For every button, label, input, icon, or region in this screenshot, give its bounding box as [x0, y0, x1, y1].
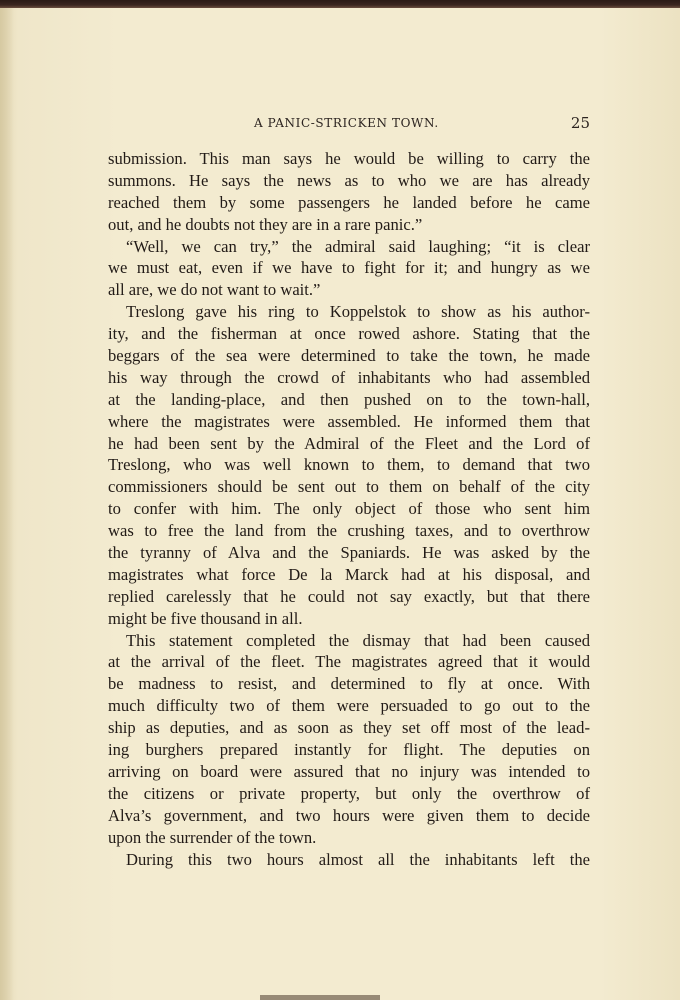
- page-gutter-shadow: [0, 8, 14, 1000]
- text-line: he had been sent by the Admiral of the Fleet and the Lord of: [108, 433, 590, 453]
- text-line: to confer with him. The only object of those who sent him: [108, 499, 590, 519]
- page-number: 25: [570, 114, 590, 132]
- text-line: the citizens or private property, but only the overthrow of: [108, 783, 590, 803]
- text-line: During this two hours almost all the inhabitants left the: [126, 849, 590, 869]
- text-line: ship as deputies, and as soon as they set off most of the lead-: [108, 718, 590, 738]
- text-line: summons. He says the news as to who we are has already: [108, 170, 590, 190]
- text-line: the tyranny of Alva and the Spaniards. He was asked by the: [108, 543, 590, 563]
- text-line: all are, we do not want to wait.”: [108, 280, 321, 300]
- text-line: “Well, we can try,” the admiral said laughing; “it is clear: [126, 236, 590, 256]
- text-line: commissioners should be sent out to them on behalf of the city: [108, 477, 590, 497]
- text-line: much difficulty two of them were persuaded to go out to the: [108, 696, 590, 716]
- text-line: Treslong, who was well known to them, to demand that two: [108, 455, 590, 475]
- text-line: might be five thousand in all.: [108, 608, 303, 628]
- text-line: upon the surrender of the town.: [108, 827, 317, 847]
- body-text: [108, 148, 590, 870]
- text-line: reached them by some passengers he landed before he came: [108, 192, 590, 212]
- text-line: Treslong gave his ring to Koppelstok to show as his author-: [126, 302, 590, 322]
- text-line: we must eat, even if we have to fight for it; and hungry as we: [108, 258, 590, 278]
- text-line: submission. This man says he would be willing to carry the: [108, 149, 590, 168]
- text-line: beggars of the sea were determined to take the town, he made: [108, 346, 590, 366]
- running-title: A PANIC-STRICKEN TOWN.: [254, 116, 439, 130]
- text-line: his way through the crowd of inhabitants who had assembled: [108, 367, 590, 387]
- text-line: out, and he doubts not they are in a rare panic.”: [108, 214, 423, 234]
- text-line: where the magistrates were assembled. He informed them that: [108, 411, 590, 431]
- text-line: Alva’s government, and two hours were given them to decide: [108, 805, 590, 825]
- running-header: [108, 114, 590, 134]
- text-line: arriving on board were assured that no injury was intended to: [108, 761, 590, 781]
- text-line: magistrates what force De la Marck had at his disposal, and: [108, 564, 590, 584]
- text-line: ing burghers prepared instantly for flight. The deputies on: [108, 740, 590, 760]
- text-line: at the arrival of the fleet. The magistrates agreed that it would: [108, 652, 590, 672]
- text-line: was to free the land from the crushing taxes, and to overthrow: [108, 521, 590, 541]
- text-line: replied carelessly that he could not say exactly, but that there: [108, 586, 590, 606]
- text-line: at the landing-place, and then pushed on to the town-hall,: [108, 389, 590, 409]
- text-line: This statement completed the dismay that had been caused: [126, 630, 590, 650]
- text-line: be madness to resist, and determined to fly at once. With: [108, 674, 590, 694]
- text-line: ity, and the fisherman at once rowed ashore. Stating that the: [108, 324, 590, 344]
- page-bottom-edge: [260, 995, 380, 1000]
- page-top-edge: [0, 0, 680, 8]
